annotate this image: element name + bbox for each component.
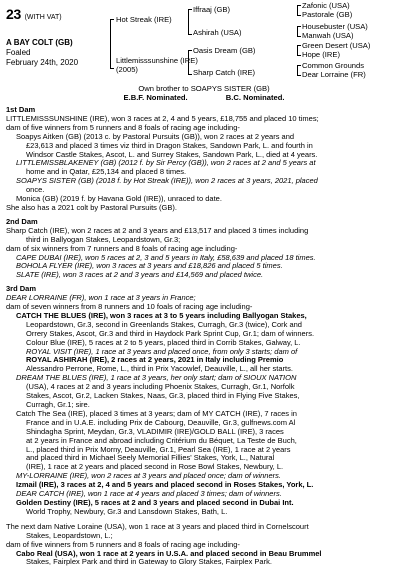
sss: Zafonic (USA) (302, 1, 350, 10)
sds: Housebuster (USA) (302, 22, 368, 31)
progeny-line: World Trophy, Newbury, Gr.3 and Lansdown Stakes, Bath, L. (26, 506, 228, 516)
dsd: Hope (IRE) (302, 50, 340, 59)
progeny-line: Izmail (IRE), 3 races at 2, 4 and 5 years and placed second in Roses Stakes, York, L. (16, 480, 314, 490)
ssd: Pastorale (GB) (302, 10, 353, 19)
progeny-line: Stakes, Fairplex Park and third in Gateway to Glory Stakes, Fairplex Park. (26, 557, 272, 567)
progeny-line: and placed third in Michael Seely Memorial Fillies' Stakes, York, L., Natural (26, 453, 275, 463)
third-dam-heading: 3rd Dam (6, 284, 37, 294)
first-dam-line: dam of five winners from 5 runners and 8 foals of racing age including- (6, 122, 240, 132)
dss: Green Desert (USA) (302, 41, 371, 50)
progeny-line: Stakes, Ascot, Gr.2, Lacken Stakes, Naas, Gr.3, placed third in Flying Five Stakes, (26, 391, 300, 401)
bc-nominated: B.C. Nominated. (225, 93, 285, 102)
next-dam-line: Stakes, Leopardstown, L.; (26, 530, 113, 540)
progeny-line: home and in Qatar, £25,134 and placed 8 times. (26, 167, 187, 177)
ebf-nominated: E.B.F. Nominated. (123, 93, 188, 102)
progeny-line: Orrery Stakes, Ascot, Gr.3 and third in Haydock Park Sprint Cup, Gr.1; dam of winners. (26, 328, 315, 338)
next-dam-line: dam of five winners from 5 runners and 8 foals of racing age including- (6, 539, 240, 549)
third-dam-line: DEAR LORRAINE (FR), won 1 race at 3 years in France; (6, 293, 196, 303)
horse-name: A BAY COLT (GB) (6, 38, 73, 47)
third-dam-line: dam of seven winners from 8 runners and 10 foals of racing age including- (6, 302, 253, 312)
first-dam-heading: 1st Dam (6, 105, 36, 114)
progeny-line: L., placed third in Prix Morny, Deauville, Gr.1, Pearl Sea (IRE), 1 race at 2 years (26, 444, 291, 454)
progeny-line: MY-LORRAINE (IRE), won 2 races at 3 years and placed once; dam of winners. (16, 471, 281, 481)
foaled-date: February 24th, 2020 (6, 58, 79, 67)
dds: Common Grounds (302, 61, 365, 70)
progeny-line: SLATE (IRE), won 3 races at 2 and 3 years and £14,569 and placed twice. (16, 270, 264, 280)
progeny-line: Cabo Real (USA), won 1 race at 2 years in U.S.A. and placed second in Beau Brummel (16, 548, 322, 558)
pedigree-bracket (188, 9, 192, 35)
progeny-line: Alessandro Perrone, Rome, L., third in Prix Yacowlef, Deauville, L., all her starts. (26, 364, 293, 374)
pedigree-bracket (297, 5, 301, 16)
progeny-line: Colour Blue (IRE), 5 races at 2 to 5 years, placed third in Corrib Stakes, Galway, L. (26, 337, 301, 347)
progeny-line: CAPE DUBAI (IRE), won 5 races at 2, 3 and 5 years in Italy, £58,639 and placed 18 times. (16, 252, 316, 262)
progeny-line: DREAM THE BLUES (IRE), 1 race at 3 years, her only start; dam of SIOUX NATION (16, 373, 297, 383)
first-dam-line: LITTLEMISSSUNSHINE (IRE), won 3 races at 2, 4 and 5 years, £18,755 and placed 10 times; (6, 113, 319, 123)
dam-dam: Sharp Catch (IRE) (193, 68, 256, 77)
first-dam-line: She also has a 2021 colt by Pastoral Pursuits (GB). (6, 202, 177, 212)
progeny-line: Monica (GB) (2019 f. by Havana Gold (IRE)), unraced to date. (16, 194, 222, 204)
progeny-line: £23,613 and placed 3 times viz third in Dragon Stakes, Sandown Park, L. and fourth in (26, 140, 313, 150)
progeny-line: Soapys Aitken (GB) (2013 c. by Pastoral Pursuits (GB)), won 2 races at 2 years and (16, 131, 295, 141)
progeny-line: Curragh, Gr.1; sire. (26, 400, 90, 409)
dam: Littlemisssunshine (IRE) (116, 56, 198, 65)
sire-dam: Ashirah (USA) (193, 28, 242, 37)
nomination-block (0, 84, 408, 102)
progeny-line: BOHOLA FLYER (IRE), won 3 races at 3 years and £18,826 and placed 5 times. (16, 261, 283, 271)
nomination-row (0, 93, 408, 102)
pedigree-bracket (297, 45, 301, 56)
dam-sire: Oasis Dream (GB) (193, 46, 256, 55)
second-dam-heading: 2nd Dam (6, 216, 38, 226)
progeny-line: Leopardstown, Gr.3, second in Greenlands Stakes, Curragh, Gr.3 (twice), Cork and (26, 319, 302, 329)
second-dam-line: dam of six winners from 7 runners and 8 foals of racing age including- (6, 243, 238, 253)
sire-sire: Iffraaj (GB) (193, 5, 230, 14)
catalogue-text (6, 106, 402, 567)
progeny-line: SOAPYS SISTER (GB) (2018 f. by Hot Streak (IRE)), won 2 races at 3 years, 2021, placed (16, 176, 318, 186)
progeny-line: DEAR CATCH (IRE), won 1 race at 4 years and placed 3 times; dam of winners. (16, 489, 282, 499)
progeny-line: ROYAL ASHIRAH (IRE), 2 races at 2 years, 2021 in Italy including Premio (26, 355, 284, 365)
own-brother-line: Own brother to SOAPYS SISTER (GB) (138, 84, 270, 93)
progeny-line: Catch The Sea (IRE), placed 3 times at 3 years; dam of MY CATCH (IRE), 7 races in (16, 408, 297, 418)
next-dam-line: The next dam Native Loraine (USA), won 1 race at 3 years and placed third in Cornelscourt (6, 521, 309, 531)
progeny-line: at 2 years in France and abroad including Critérium du Béquet, La Teste de Buch, (26, 435, 297, 445)
sdd: Manwah (USA) (302, 31, 354, 40)
progeny-line: once. (26, 185, 45, 195)
lot-number: 23 (6, 6, 21, 22)
progeny-line: (IRE), 1 race at 2 years and placed second in Rose Bowl Stakes, Newbury, L. (26, 462, 284, 472)
progeny-line: LITTLEMISSBLAKENEY (GB) (2012 f. by Sir Percy (GB)), won 2 races at 2 and 5 years at (16, 158, 316, 168)
progeny-line: (USA), 4 races at 2 and 3 years including Phoenix Stakes, Curragh, Gr.1, Norfolk (26, 382, 295, 392)
progeny-line: CATCH THE BLUES (IRE), won 3 races at 3 to 5 years including Ballyogan Stakes, (16, 310, 307, 320)
dam-year: (2005) (116, 65, 138, 74)
foaled-label: Foaled (6, 48, 31, 57)
second-dam-line: third in Ballyogan Stakes, Leopardstown, Gr.3; (26, 234, 181, 244)
pedigree-table (0, 0, 408, 80)
pedigree-bracket (110, 19, 114, 69)
progeny-line: France and in U.A.E. including Prix de Cabourg, Deauville, Gr.3, gulfnews.com Al (26, 417, 296, 427)
pedigree-bracket (297, 65, 301, 76)
second-dam-line: Sharp Catch (IRE), won 2 races at 2 and 3 years and £13,517 and placed 3 times including (6, 225, 309, 235)
progeny-line: Windsor Castle Stakes, Ascot, L. and Surrey Stakes, Sandown Park, L., died at 4 years. (26, 149, 318, 159)
vat-note: (WITH VAT) (24, 14, 62, 21)
progeny-line: ROYAL VISIT (IRE), 1 race at 3 years and placed once, from only 3 starts; dam of (26, 346, 298, 356)
progeny-line: Shindagha Sprint, Meydan, Gr.3, VLADIMIR (IRE)/GOLD BALL (IRE), 3 races (26, 426, 284, 436)
sire: Hot Streak (IRE) (116, 15, 172, 24)
progeny-line: Golden Destiny (IRE), 5 races at 2 and 3 years and placed second in Dubai Int. (16, 497, 294, 507)
pedigree-bracket (297, 26, 301, 37)
ddd: Dear Lorraine (FR) (302, 70, 366, 79)
